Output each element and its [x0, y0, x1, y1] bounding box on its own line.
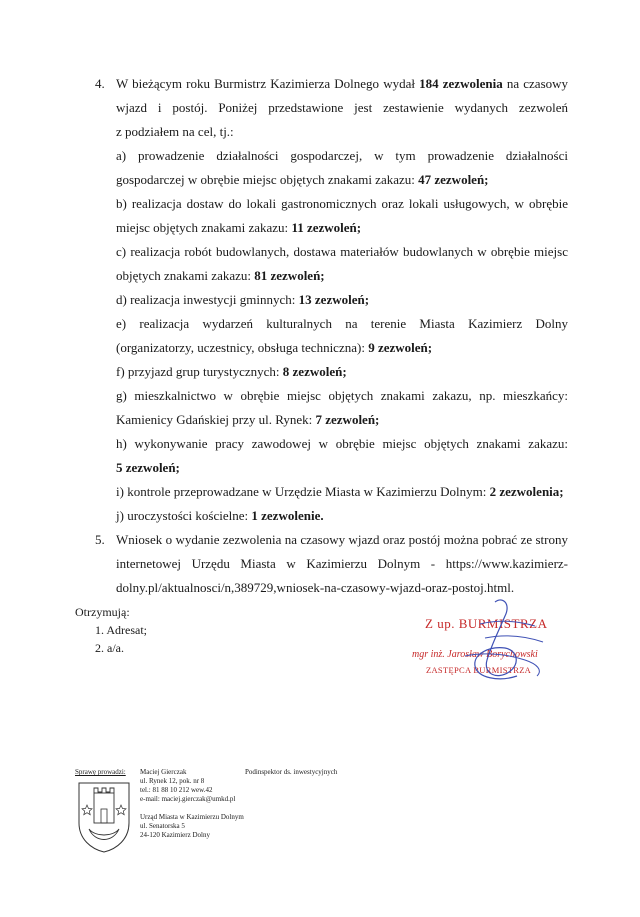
office-name: Urząd Miasta w Kazimierzu Dolnym [140, 813, 244, 821]
coat-of-arms-icon [75, 779, 133, 854]
contact-phone: tel.: 81 88 10 212 wew.42 [140, 786, 213, 794]
contact-address: ul. Rynek 12, pok. nr 8 [140, 777, 205, 785]
item-5-line-3: dolny.pl/aktualnosci/n,389729,wniosek-na-czasowy-wjazd-oraz-postoj.html. [116, 580, 515, 595]
sub-e-line-1: e) realizacja wydarzeń kulturalnych na terenie Miasta Kazimierz Dolny [116, 316, 568, 331]
office-city: 24-120 Kazimierz Dolny [140, 831, 210, 839]
recipient-item: 2. a/a. [95, 641, 124, 655]
handwritten-signature-icon [425, 594, 565, 689]
recipients-title: Otrzymują: [75, 605, 130, 619]
office-street: ul. Senatorska 5 [140, 822, 185, 830]
sub-d: d) realizacja inwestycji gminnych: 13 zezwoleń; [116, 292, 370, 307]
footer-label: Sprawę prowadzi: [75, 768, 126, 776]
item-4-line-3: z podziałem na cel, tj.: [116, 124, 234, 139]
contact-name: Maciej Gierczak [140, 768, 187, 776]
stamp-name: mgr inż. Jarosław Borychowski [412, 649, 538, 660]
sub-f: f) przyjazd grup turystycznych: 8 zezwoleń; [116, 364, 347, 379]
office-address [140, 813, 244, 840]
sub-h-line-1: h) wykonywanie pracy zawodowej w obrębie miejsc objętych znakami zakazu: [116, 436, 568, 451]
sub-g-line-2: Kamienicy Gdańskiej przy ul. Rynek: 7 zezwoleń; [116, 412, 380, 427]
stamp-position: ZASTĘPCA BURMISTRZA [426, 665, 532, 675]
recipients-list [75, 603, 147, 657]
sub-b-line-1: b) realizacja dostaw do lokali gastronomicznych oraz lokali usługowych, w obrębie [116, 196, 568, 211]
footer-contact [75, 765, 575, 885]
footer-contact-block [140, 768, 235, 804]
sub-c-line-2: objętych znakami zakazu: 81 zezwoleń; [116, 268, 325, 283]
item-4-line-2: wjazd i postój. Poniżej przedstawione jest zestawienie wydanych zezwoleń [116, 100, 568, 115]
item-5-line-1: Wniosek o wydanie zezwolenia na czasowy wjazd oraz postój można pobrać ze strony [116, 532, 568, 547]
sub-a-line-1: a) prowadzenie działalności gospodarczej, w tym prowadzenie działalności [116, 148, 568, 163]
sub-h-line-2: 5 zezwoleń; [116, 460, 180, 475]
sub-i: i) kontrole przeprowadzane w Urzędzie Miasta w Kazimierzu Dolnym: 2 zezwolenia; [116, 484, 564, 499]
sub-c-line-1: c) realizacja robót budowlanych, dostawa materiałów budowlanych w obrębie miejsc [116, 244, 568, 259]
item-5-line-2: internetowej Urzędu Miasta w Kazimierzu Dolnym - https://www.kazimierz- [116, 556, 568, 571]
item-4-number: 4. [95, 76, 105, 91]
sub-e-line-2: (organizatorzy, uczestnicy, obsługa techniczna): 9 zezwoleń; [116, 340, 433, 355]
sub-g-line-1: g) mieszkalnictwo w obrębie miejsc objętych znakami zakazu, np. mieszkańcy: [116, 388, 568, 403]
item-4-line-1: W bieżącym roku Burmistrz Kazimierza Dolnego wydał 184 zezwolenia na czasowy [116, 76, 569, 91]
recipient-item: 1. Adresat; [95, 623, 147, 637]
contact-role: Podinspektor ds. inwestycyjnych [245, 768, 338, 776]
stamp-authority: Z up. BURMISTRZA [425, 616, 548, 631]
sub-b-line-2: miejsc objętych znakami zakazu: 11 zezwoleń; [116, 220, 362, 235]
sub-j: j) uroczystości kościelne: 1 zezwolenie. [116, 508, 324, 523]
contact-email: e-mail: maciej.gierczak@umkd.pl [140, 795, 236, 803]
item-5-number: 5. [95, 532, 105, 547]
sub-a-line-2: gospodarczej w obrębie miejsc objętych znakami zakazu: 47 zezwoleń; [116, 172, 489, 187]
